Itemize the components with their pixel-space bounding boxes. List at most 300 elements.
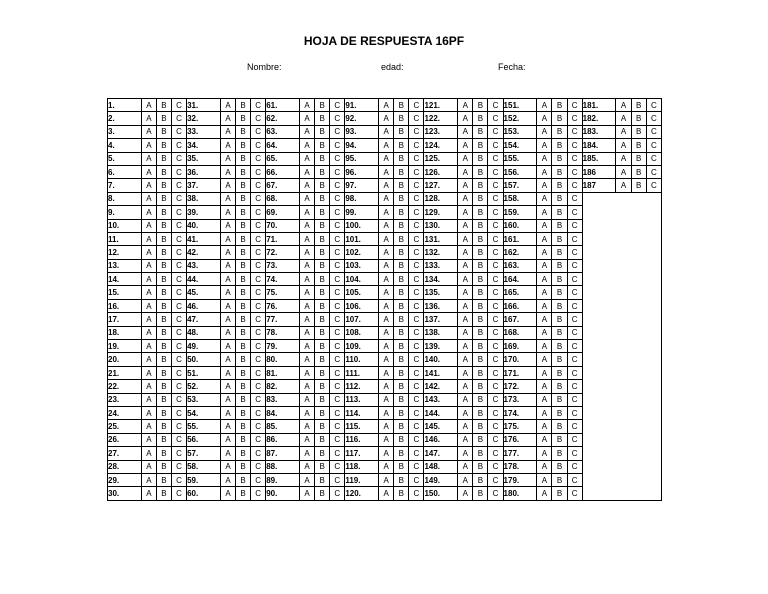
answer-option[interactable]: B	[315, 273, 330, 286]
answer-option[interactable]: C	[330, 420, 345, 433]
answer-option[interactable]: A	[616, 139, 631, 152]
answer-option[interactable]: A	[220, 259, 235, 272]
answer-option[interactable]: A	[458, 406, 473, 419]
answer-option[interactable]: A	[537, 165, 552, 178]
answer-option[interactable]: C	[409, 340, 424, 353]
answer-option[interactable]: C	[567, 406, 582, 419]
answer-option[interactable]: A	[458, 246, 473, 259]
answer-option[interactable]: A	[379, 313, 394, 326]
answer-option[interactable]: C	[172, 460, 187, 473]
answer-option[interactable]: C	[567, 259, 582, 272]
answer-option[interactable]: A	[300, 340, 315, 353]
answer-option[interactable]: C	[251, 406, 266, 419]
answer-option[interactable]: C	[646, 152, 661, 165]
answer-option[interactable]: B	[394, 460, 409, 473]
answer-option[interactable]: A	[458, 380, 473, 393]
answer-option[interactable]: C	[488, 460, 503, 473]
answer-option[interactable]: B	[236, 219, 251, 232]
answer-option[interactable]: B	[473, 192, 488, 205]
answer-option[interactable]: B	[315, 139, 330, 152]
answer-option[interactable]: B	[315, 232, 330, 245]
answer-option[interactable]: A	[458, 165, 473, 178]
answer-option[interactable]: A	[300, 353, 315, 366]
answer-option[interactable]: A	[537, 179, 552, 192]
answer-option[interactable]: B	[156, 273, 171, 286]
answer-option[interactable]: B	[315, 366, 330, 379]
answer-option[interactable]: A	[220, 340, 235, 353]
answer-option[interactable]: A	[616, 99, 631, 112]
answer-option[interactable]: B	[394, 232, 409, 245]
answer-option[interactable]: C	[409, 380, 424, 393]
answer-option[interactable]: A	[379, 179, 394, 192]
answer-option[interactable]: B	[552, 165, 567, 178]
answer-option[interactable]: C	[330, 206, 345, 219]
answer-option[interactable]: B	[156, 393, 171, 406]
answer-option[interactable]: B	[156, 219, 171, 232]
answer-option[interactable]: A	[379, 366, 394, 379]
answer-option[interactable]: B	[156, 340, 171, 353]
answer-option[interactable]: B	[315, 447, 330, 460]
answer-option[interactable]: C	[330, 259, 345, 272]
answer-option[interactable]: B	[552, 139, 567, 152]
answer-option[interactable]: B	[315, 286, 330, 299]
answer-option[interactable]: B	[473, 206, 488, 219]
answer-option[interactable]: A	[300, 206, 315, 219]
answer-option[interactable]: A	[220, 366, 235, 379]
answer-option[interactable]: C	[251, 487, 266, 500]
answer-option[interactable]: B	[473, 299, 488, 312]
answer-option[interactable]: C	[251, 165, 266, 178]
answer-option[interactable]: B	[552, 380, 567, 393]
answer-option[interactable]: C	[488, 219, 503, 232]
answer-option[interactable]: B	[473, 340, 488, 353]
answer-option[interactable]: C	[409, 473, 424, 486]
answer-option[interactable]: C	[172, 353, 187, 366]
answer-option[interactable]: A	[141, 192, 156, 205]
answer-option[interactable]: A	[379, 192, 394, 205]
answer-option[interactable]: B	[315, 206, 330, 219]
answer-option[interactable]: B	[236, 313, 251, 326]
answer-option[interactable]: C	[251, 112, 266, 125]
answer-option[interactable]: B	[315, 219, 330, 232]
answer-option[interactable]: C	[646, 99, 661, 112]
answer-option[interactable]: C	[488, 406, 503, 419]
answer-option[interactable]: A	[300, 232, 315, 245]
answer-option[interactable]: B	[236, 380, 251, 393]
answer-option[interactable]: C	[172, 420, 187, 433]
answer-option[interactable]: B	[315, 473, 330, 486]
answer-option[interactable]: B	[473, 139, 488, 152]
answer-option[interactable]: B	[394, 206, 409, 219]
answer-option[interactable]: C	[567, 313, 582, 326]
answer-option[interactable]: B	[236, 340, 251, 353]
answer-option[interactable]: A	[379, 259, 394, 272]
answer-option[interactable]: B	[552, 433, 567, 446]
answer-option[interactable]: A	[537, 99, 552, 112]
answer-option[interactable]: B	[156, 165, 171, 178]
answer-option[interactable]: B	[473, 232, 488, 245]
answer-option[interactable]: B	[156, 299, 171, 312]
answer-option[interactable]: C	[488, 259, 503, 272]
answer-option[interactable]: B	[394, 152, 409, 165]
answer-option[interactable]: C	[488, 299, 503, 312]
answer-option[interactable]: A	[379, 433, 394, 446]
answer-option[interactable]: B	[236, 246, 251, 259]
answer-option[interactable]: B	[315, 340, 330, 353]
answer-option[interactable]: A	[300, 125, 315, 138]
answer-option[interactable]: C	[567, 246, 582, 259]
answer-option[interactable]: C	[567, 353, 582, 366]
answer-option[interactable]: B	[315, 259, 330, 272]
answer-option[interactable]: B	[236, 460, 251, 473]
answer-option[interactable]: B	[315, 487, 330, 500]
answer-option[interactable]: B	[236, 112, 251, 125]
answer-option[interactable]: B	[315, 406, 330, 419]
answer-option[interactable]: B	[473, 326, 488, 339]
answer-option[interactable]: B	[552, 286, 567, 299]
answer-option[interactable]: C	[330, 366, 345, 379]
answer-option[interactable]: B	[315, 192, 330, 205]
answer-option[interactable]: C	[488, 420, 503, 433]
answer-option[interactable]: C	[409, 406, 424, 419]
answer-option[interactable]: B	[631, 112, 646, 125]
answer-option[interactable]: A	[220, 313, 235, 326]
answer-option[interactable]: A	[458, 112, 473, 125]
answer-option[interactable]: A	[220, 433, 235, 446]
answer-option[interactable]: A	[141, 313, 156, 326]
answer-option[interactable]: B	[473, 487, 488, 500]
answer-option[interactable]: C	[172, 139, 187, 152]
answer-option[interactable]: B	[552, 219, 567, 232]
answer-option[interactable]: A	[141, 179, 156, 192]
answer-option[interactable]: A	[458, 152, 473, 165]
answer-option[interactable]: A	[379, 487, 394, 500]
answer-option[interactable]: C	[251, 460, 266, 473]
answer-option[interactable]: C	[172, 487, 187, 500]
answer-option[interactable]: B	[236, 232, 251, 245]
answer-option[interactable]: C	[488, 112, 503, 125]
answer-option[interactable]: B	[631, 179, 646, 192]
answer-option[interactable]: A	[537, 326, 552, 339]
answer-option[interactable]: B	[552, 473, 567, 486]
answer-option[interactable]: C	[567, 420, 582, 433]
answer-option[interactable]: A	[458, 447, 473, 460]
answer-option[interactable]: C	[172, 232, 187, 245]
answer-option[interactable]: A	[141, 473, 156, 486]
answer-option[interactable]: A	[458, 179, 473, 192]
answer-option[interactable]: A	[300, 286, 315, 299]
answer-option[interactable]: A	[458, 313, 473, 326]
answer-option[interactable]: C	[488, 313, 503, 326]
answer-option[interactable]: A	[537, 273, 552, 286]
answer-option[interactable]: A	[458, 192, 473, 205]
answer-option[interactable]: A	[220, 206, 235, 219]
answer-option[interactable]: C	[172, 286, 187, 299]
answer-option[interactable]: B	[315, 353, 330, 366]
answer-option[interactable]: C	[330, 326, 345, 339]
answer-option[interactable]: A	[379, 447, 394, 460]
answer-option[interactable]: C	[646, 139, 661, 152]
answer-option[interactable]: A	[220, 99, 235, 112]
answer-option[interactable]: A	[220, 139, 235, 152]
answer-option[interactable]: B	[552, 353, 567, 366]
answer-option[interactable]: B	[394, 447, 409, 460]
answer-option[interactable]: C	[488, 353, 503, 366]
answer-option[interactable]: B	[552, 313, 567, 326]
answer-option[interactable]: A	[537, 487, 552, 500]
answer-option[interactable]: C	[409, 165, 424, 178]
answer-option[interactable]: B	[394, 286, 409, 299]
answer-option[interactable]: C	[251, 420, 266, 433]
answer-option[interactable]: B	[473, 219, 488, 232]
answer-option[interactable]: C	[172, 447, 187, 460]
answer-option[interactable]: C	[330, 353, 345, 366]
answer-option[interactable]: B	[156, 420, 171, 433]
answer-option[interactable]: A	[300, 473, 315, 486]
answer-option[interactable]: A	[141, 246, 156, 259]
answer-option[interactable]: A	[300, 313, 315, 326]
answer-option[interactable]: A	[616, 179, 631, 192]
answer-option[interactable]: C	[409, 487, 424, 500]
answer-option[interactable]: C	[330, 99, 345, 112]
answer-option[interactable]: A	[537, 393, 552, 406]
answer-option[interactable]: C	[409, 393, 424, 406]
answer-option[interactable]: C	[330, 273, 345, 286]
answer-option[interactable]: A	[141, 206, 156, 219]
answer-option[interactable]: A	[300, 487, 315, 500]
answer-option[interactable]: C	[488, 487, 503, 500]
answer-option[interactable]: A	[141, 125, 156, 138]
answer-option[interactable]: A	[141, 447, 156, 460]
answer-option[interactable]: A	[220, 152, 235, 165]
answer-option[interactable]: C	[172, 393, 187, 406]
answer-option[interactable]: B	[394, 393, 409, 406]
answer-option[interactable]: A	[220, 420, 235, 433]
answer-option[interactable]: C	[330, 473, 345, 486]
answer-option[interactable]: C	[251, 473, 266, 486]
answer-option[interactable]: A	[300, 380, 315, 393]
answer-option[interactable]: B	[394, 165, 409, 178]
answer-option[interactable]: A	[141, 366, 156, 379]
answer-option[interactable]: C	[567, 125, 582, 138]
answer-option[interactable]: C	[409, 313, 424, 326]
answer-option[interactable]: B	[394, 99, 409, 112]
answer-option[interactable]: A	[379, 326, 394, 339]
answer-option[interactable]: C	[409, 273, 424, 286]
answer-option[interactable]: A	[300, 246, 315, 259]
answer-option[interactable]: A	[300, 393, 315, 406]
answer-option[interactable]: C	[567, 473, 582, 486]
answer-option[interactable]: B	[315, 179, 330, 192]
answer-option[interactable]: C	[488, 433, 503, 446]
answer-option[interactable]: A	[379, 125, 394, 138]
answer-option[interactable]: B	[552, 125, 567, 138]
answer-option[interactable]: A	[141, 406, 156, 419]
answer-option[interactable]: C	[330, 447, 345, 460]
answer-option[interactable]: B	[315, 460, 330, 473]
answer-option[interactable]: A	[379, 206, 394, 219]
answer-option[interactable]: B	[473, 366, 488, 379]
answer-option[interactable]: B	[156, 99, 171, 112]
answer-option[interactable]: B	[156, 179, 171, 192]
answer-option[interactable]: B	[473, 420, 488, 433]
answer-option[interactable]: C	[330, 286, 345, 299]
answer-option[interactable]: B	[552, 246, 567, 259]
answer-option[interactable]: C	[488, 340, 503, 353]
answer-option[interactable]: A	[300, 326, 315, 339]
answer-option[interactable]: B	[631, 99, 646, 112]
answer-option[interactable]: C	[251, 286, 266, 299]
answer-option[interactable]: B	[236, 326, 251, 339]
answer-option[interactable]: B	[394, 406, 409, 419]
answer-option[interactable]: B	[552, 192, 567, 205]
answer-option[interactable]: A	[141, 232, 156, 245]
answer-option[interactable]: B	[552, 99, 567, 112]
answer-option[interactable]: B	[156, 246, 171, 259]
answer-option[interactable]: A	[300, 420, 315, 433]
answer-option[interactable]: A	[537, 125, 552, 138]
answer-option[interactable]: B	[156, 192, 171, 205]
answer-option[interactable]: A	[300, 112, 315, 125]
answer-option[interactable]: A	[458, 206, 473, 219]
answer-option[interactable]: C	[409, 112, 424, 125]
answer-option[interactable]: C	[488, 232, 503, 245]
answer-option[interactable]: B	[394, 112, 409, 125]
answer-option[interactable]: A	[537, 139, 552, 152]
answer-option[interactable]: A	[141, 433, 156, 446]
answer-option[interactable]: A	[379, 420, 394, 433]
answer-option[interactable]: A	[616, 125, 631, 138]
answer-option[interactable]: B	[394, 259, 409, 272]
answer-option[interactable]: C	[330, 139, 345, 152]
answer-option[interactable]: A	[537, 447, 552, 460]
answer-option[interactable]: C	[488, 125, 503, 138]
answer-option[interactable]: C	[172, 246, 187, 259]
answer-option[interactable]: A	[379, 273, 394, 286]
answer-option[interactable]: A	[220, 232, 235, 245]
answer-option[interactable]: B	[473, 447, 488, 460]
answer-option[interactable]: B	[394, 487, 409, 500]
answer-option[interactable]: B	[236, 299, 251, 312]
answer-option[interactable]: B	[473, 380, 488, 393]
answer-option[interactable]: A	[300, 99, 315, 112]
answer-option[interactable]: C	[409, 206, 424, 219]
answer-option[interactable]: A	[537, 219, 552, 232]
answer-option[interactable]: B	[156, 112, 171, 125]
answer-option[interactable]: A	[141, 139, 156, 152]
answer-option[interactable]: C	[488, 206, 503, 219]
answer-option[interactable]: B	[473, 460, 488, 473]
answer-option[interactable]: C	[409, 152, 424, 165]
answer-option[interactable]: C	[172, 259, 187, 272]
answer-option[interactable]: B	[156, 232, 171, 245]
answer-option[interactable]: C	[251, 206, 266, 219]
answer-option[interactable]: A	[141, 299, 156, 312]
answer-option[interactable]: C	[172, 313, 187, 326]
answer-option[interactable]: A	[300, 192, 315, 205]
answer-option[interactable]: C	[488, 447, 503, 460]
answer-option[interactable]: C	[172, 206, 187, 219]
answer-option[interactable]: B	[315, 246, 330, 259]
answer-option[interactable]: C	[172, 433, 187, 446]
answer-option[interactable]: A	[458, 473, 473, 486]
answer-option[interactable]: A	[379, 460, 394, 473]
answer-option[interactable]: A	[537, 366, 552, 379]
answer-option[interactable]: A	[141, 340, 156, 353]
answer-option[interactable]: A	[300, 139, 315, 152]
answer-option[interactable]: A	[220, 473, 235, 486]
answer-option[interactable]: C	[251, 219, 266, 232]
answer-option[interactable]: A	[458, 393, 473, 406]
answer-option[interactable]: A	[300, 165, 315, 178]
answer-option[interactable]: B	[473, 259, 488, 272]
answer-option[interactable]: C	[251, 232, 266, 245]
answer-option[interactable]: C	[172, 340, 187, 353]
answer-option[interactable]: A	[300, 219, 315, 232]
answer-option[interactable]: C	[172, 473, 187, 486]
answer-option[interactable]: C	[488, 152, 503, 165]
answer-option[interactable]: A	[537, 246, 552, 259]
answer-option[interactable]: B	[156, 326, 171, 339]
answer-option[interactable]: A	[537, 406, 552, 419]
answer-option[interactable]: C	[409, 139, 424, 152]
answer-option[interactable]: C	[172, 219, 187, 232]
answer-option[interactable]: C	[409, 299, 424, 312]
answer-option[interactable]: A	[141, 393, 156, 406]
answer-option[interactable]: A	[458, 299, 473, 312]
answer-option[interactable]: C	[251, 99, 266, 112]
answer-option[interactable]: C	[330, 313, 345, 326]
answer-option[interactable]: B	[156, 152, 171, 165]
answer-option[interactable]: C	[567, 232, 582, 245]
answer-option[interactable]: B	[394, 420, 409, 433]
answer-option[interactable]: A	[141, 460, 156, 473]
answer-option[interactable]: B	[315, 165, 330, 178]
answer-option[interactable]: B	[156, 259, 171, 272]
answer-option[interactable]: A	[220, 406, 235, 419]
answer-option[interactable]: C	[409, 286, 424, 299]
answer-option[interactable]: B	[236, 259, 251, 272]
answer-option[interactable]: A	[458, 353, 473, 366]
answer-option[interactable]: A	[537, 313, 552, 326]
answer-option[interactable]: C	[330, 340, 345, 353]
answer-option[interactable]: A	[458, 273, 473, 286]
answer-option[interactable]: C	[409, 192, 424, 205]
answer-option[interactable]: B	[236, 353, 251, 366]
answer-option[interactable]: B	[473, 152, 488, 165]
answer-option[interactable]: C	[567, 299, 582, 312]
answer-option[interactable]: B	[236, 366, 251, 379]
answer-option[interactable]: C	[488, 393, 503, 406]
answer-option[interactable]: C	[646, 125, 661, 138]
answer-option[interactable]: C	[330, 246, 345, 259]
answer-option[interactable]: C	[409, 99, 424, 112]
answer-option[interactable]: A	[220, 460, 235, 473]
answer-option[interactable]: C	[251, 139, 266, 152]
answer-option[interactable]: B	[236, 125, 251, 138]
answer-option[interactable]: A	[537, 340, 552, 353]
answer-option[interactable]: C	[251, 152, 266, 165]
answer-option[interactable]: C	[567, 112, 582, 125]
answer-option[interactable]: A	[220, 219, 235, 232]
answer-option[interactable]: A	[537, 286, 552, 299]
answer-option[interactable]: C	[251, 380, 266, 393]
answer-option[interactable]: C	[567, 99, 582, 112]
answer-option[interactable]: C	[567, 326, 582, 339]
answer-option[interactable]: C	[330, 165, 345, 178]
answer-option[interactable]: C	[172, 326, 187, 339]
answer-option[interactable]: B	[156, 433, 171, 446]
